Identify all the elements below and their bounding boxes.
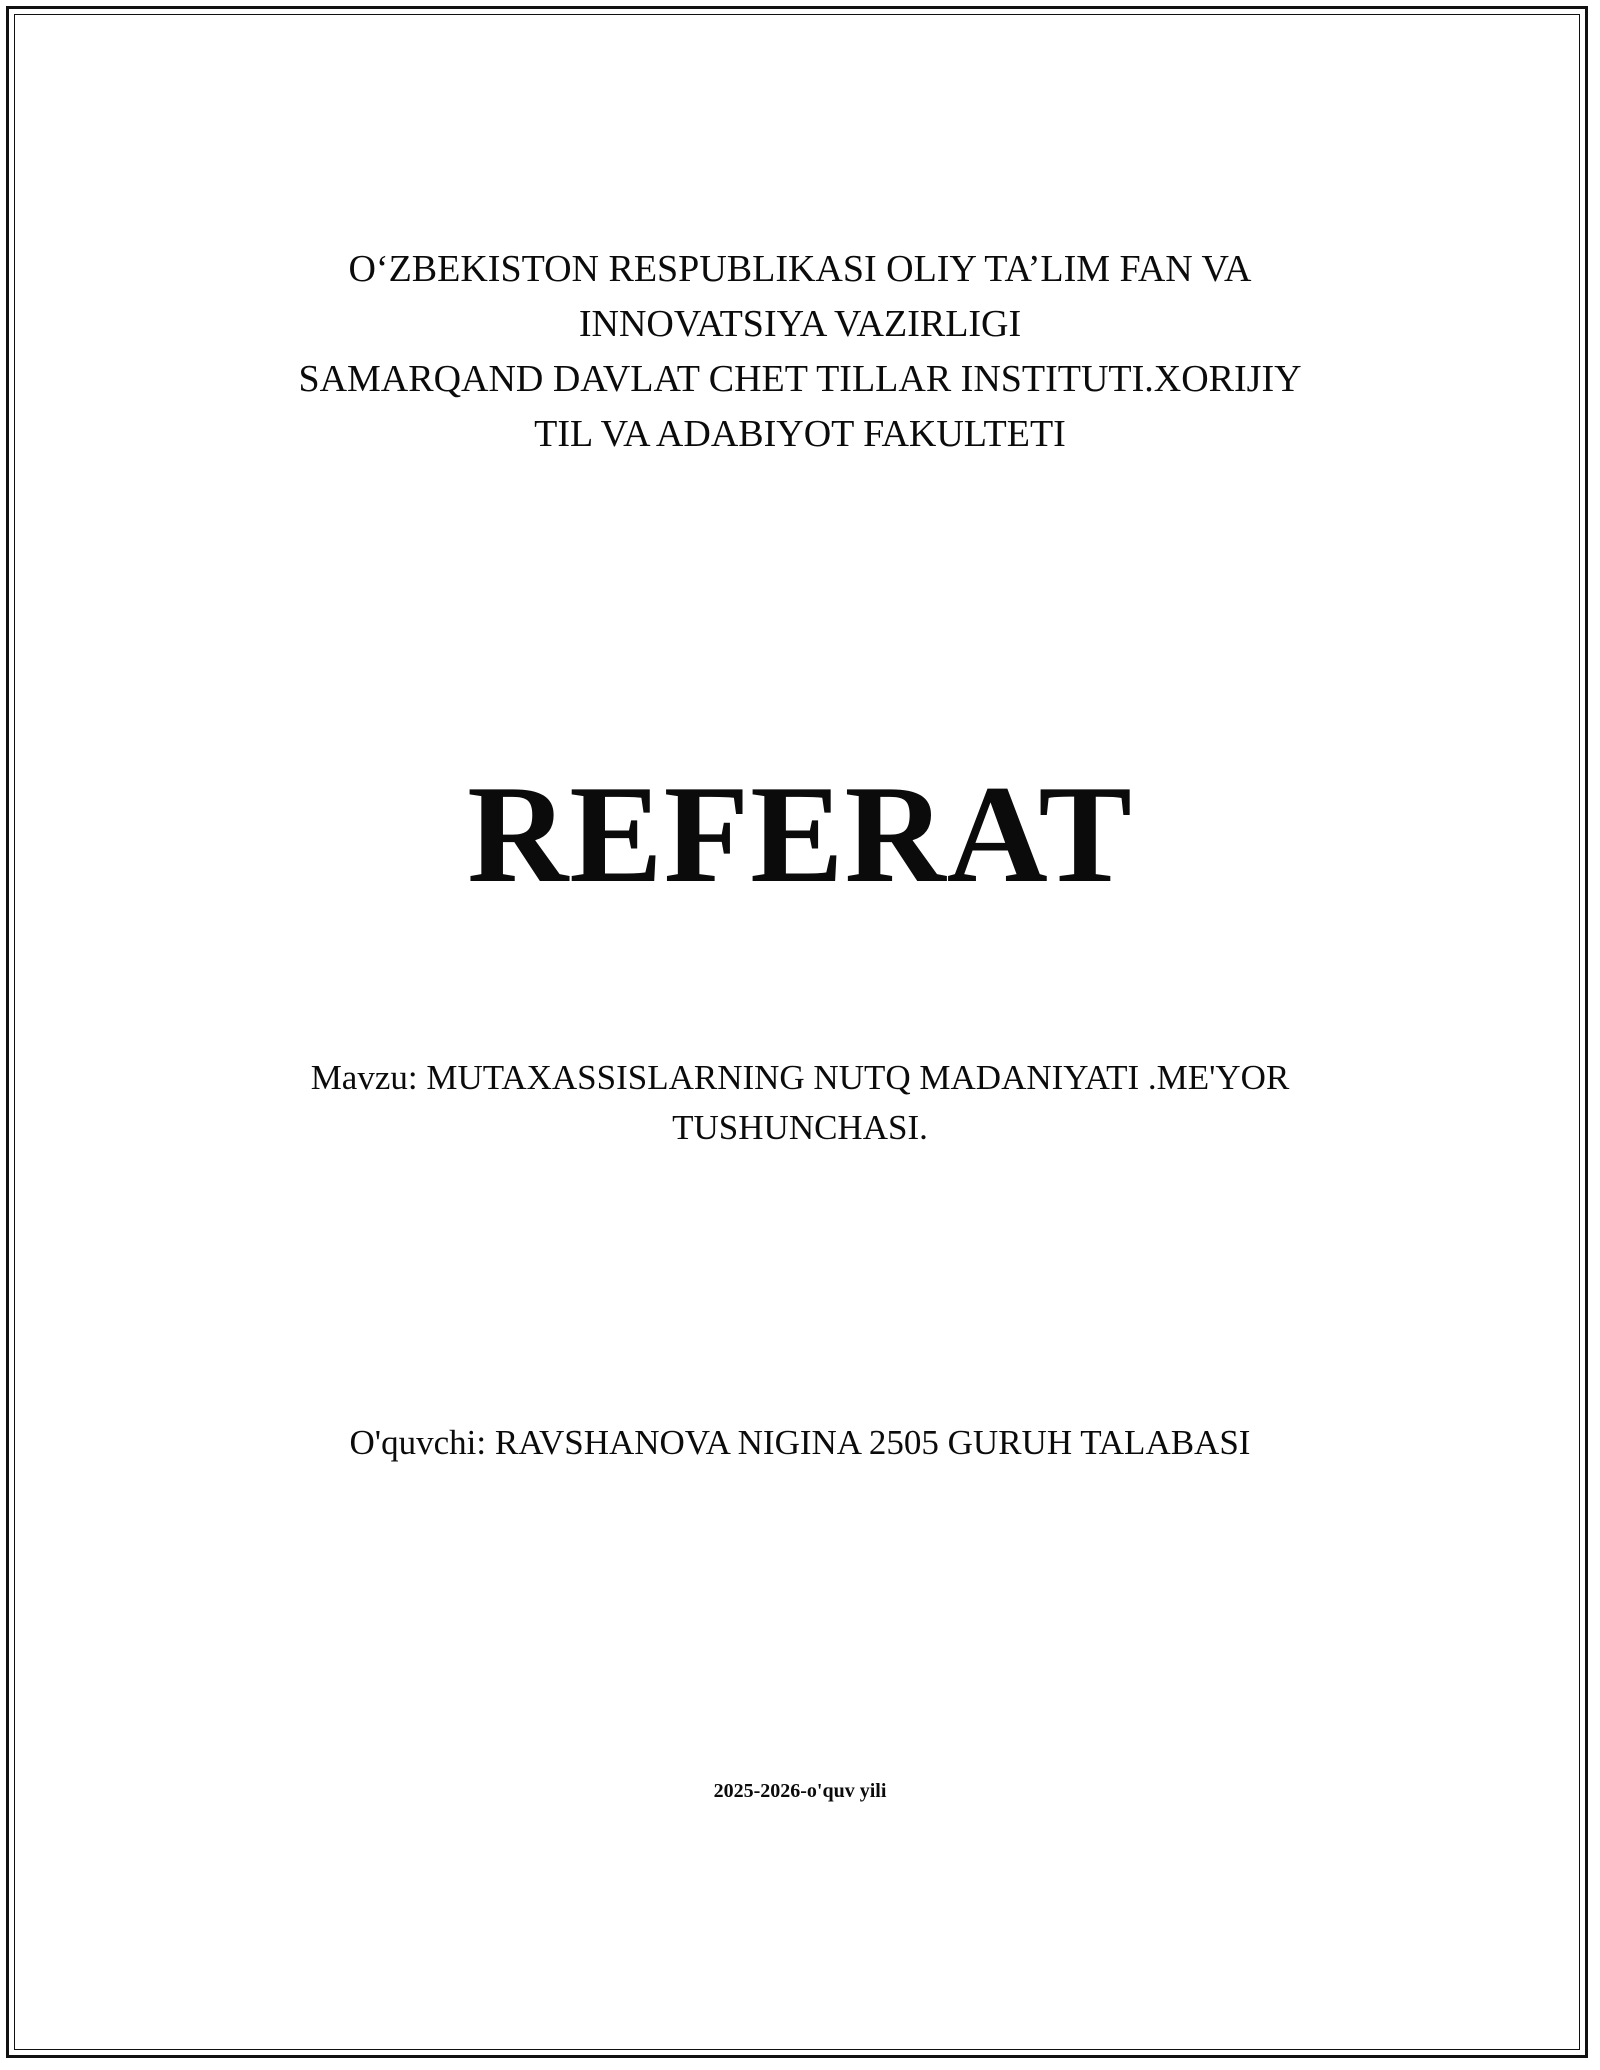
- document-title: REFERAT: [467, 757, 1133, 912]
- header-line-1: O‘ZBEKISTON RESPUBLIKASI OLIY TA’LIM FAN VA: [348, 248, 1252, 290]
- student-section: [0, 1418, 1600, 1468]
- title-section: [0, 755, 1600, 915]
- student-line: O'quvchi: RAVSHANOVA NIGINA 2505 GURUH TALABASI: [349, 1423, 1251, 1462]
- header-line-3: SAMARQAND DAVLAT CHET TILLAR INSTITUTI.XORIJIY: [298, 358, 1302, 400]
- topic-section: [0, 1053, 1600, 1153]
- ministry-header: [0, 242, 1600, 462]
- topic-line-1: Mavzu: MUTAXASSISLARNING NUTQ MADANIYATI .ME'YOR: [310, 1058, 1290, 1097]
- year-section: [0, 1777, 1600, 1805]
- header-line-4: TIL VA ADABIYOT FAKULTETI: [534, 413, 1066, 455]
- topic-line-2: TUSHUNCHASI.: [672, 1108, 928, 1147]
- academic-year: 2025-2026-o'quv yili: [713, 1780, 887, 1802]
- header-line-2: INNOVATSIYA VAZIRLIGI: [578, 303, 1022, 345]
